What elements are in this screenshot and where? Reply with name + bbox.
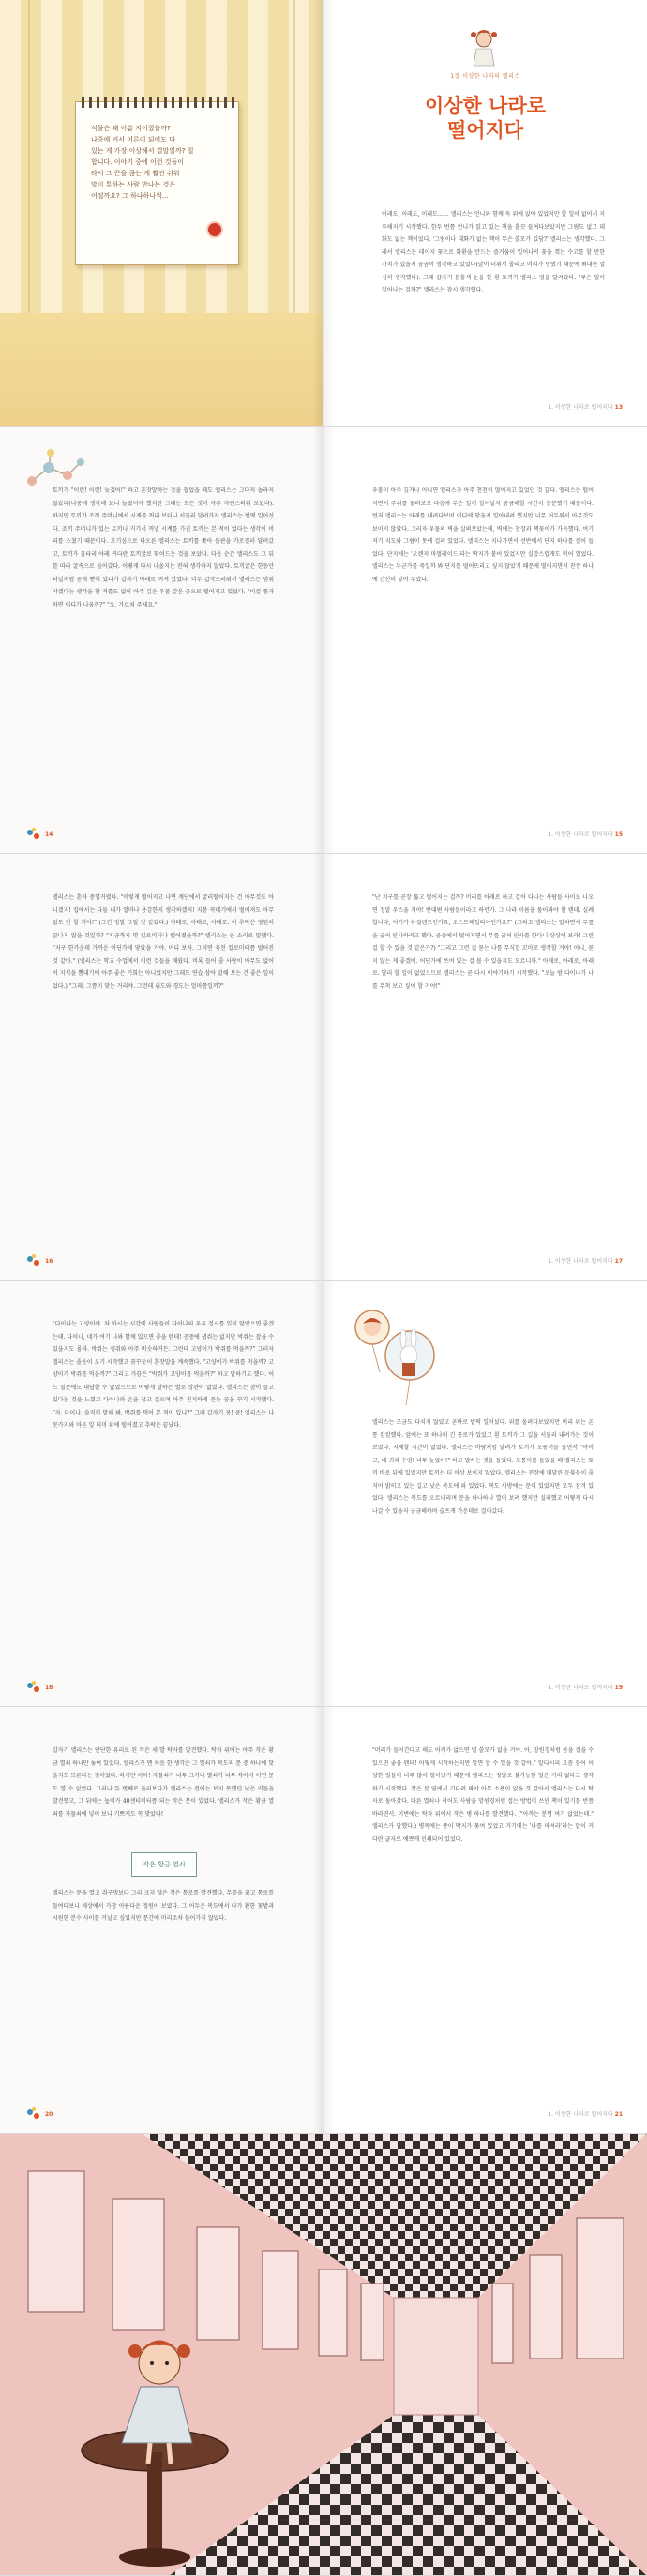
body-text: "다이나는 고양이야. 차 마시는 시간에 사람들이 다이나의 우유 접시를 잊지 않았으면 좋겠는데. 다이나, 네가 여기 나와 함께 있으면 좋을 텐데! 공중에 생쥐는 없지만 박쥐는 잡을 수 있을지도 몰라. 박쥐는 생쥐와 아주 비슷하거든. 그런데 고양이가 박쥐를 먹을까?" 그러자 앨리스는 졸음이 오기 시작했고 꿈꾸듯이 혼잣말을 계속했다. "고양이가 박쥐를 먹을까? 고양이가 박쥐를 먹을까?" 그리고 가끔은 "박쥐가 고양이를 먹을까?" 하고 말하기도 했다. 어느 질문에도 대답할 수 없었으므로 어떻게 말하든 별로 상관이 없었다. 앨리스는 잠이 들고 있다는 것을 느꼈고 다이나와 손을 잡고 걸으며 아주 진지하게 묻는 꿈을 꾸기 시작했다. "자, 다이나, 솔직히 말해 봐. 박쥐를 먹어 본 적이 있니?" 그때 갑자기 쿵! 쿵! 앨리스는 나뭇가지와 마른 잎 더미 위에 떨어졌고 추락은 끝났다. — [53, 1321, 274, 1429]
chapter-title — [324, 94, 647, 142]
book-gutter — [312, 0, 335, 426]
body-text: 앨리스는 문을 열고 쥐구멍보다 그리 크지 않은 작은 통로를 발견했다. 무릎을 꿇고 통로를 들여다보니 세상에서 가장 아름다운 정원이 보였다. 그 어두운 복도에서 나가 환한 꽃밭과 시원한 분수 사이를 거닐고 싶었지만 문간에 머리조차 들어가지 않았다. — [53, 1890, 274, 1922]
page-folio — [45, 2111, 53, 2118]
checkered-hallway-illustration — [0, 2134, 647, 2576]
folio-chapter: 1. 이상한 나라로 떨어지다 — [548, 404, 613, 411]
note-line: 합니다. 이야기 중에 이런 것들이 — [91, 158, 185, 166]
body-text: "머리가 들어간다고 해도 어깨가 없으면 별 쓸모가 없을 거야. 아, 망원경처럼 몸을 접을 수 있으면 좋을 텐데! 어떻게 시작하는지만 알면 할 수 있을 것 같아." 알다시피 요즘 들어 이상한 일들이 너무 많이 일어났기 때문에 앨리스는 정말로 불가능한 일은 거의 없다고 생각하기 시작했다. 작은 문 옆에서 기다려 봐야 아무 소용이 없을 것 같아서 앨리스는 다시 탁자로 돌아갔다. 다른 열쇠나 적어도 사람을 망원경처럼 접는 방법이 쓰인 책이 있기를 반쯤 바라면서. 이번에는 탁자 위에서 작은 병 하나를 발견했다. ("아까는 분명 여기 없었는데." 앨리스가 말했다.) 병목에는 종이 딱지가 묶여 있었고 거기에는 '나를 마셔라'라는 말이 커다란 글자로 예쁘게 인쇄되어 있었다. — [372, 1747, 594, 1843]
book-gutter — [312, 427, 335, 853]
left-page — [0, 854, 324, 1280]
room-floor-illustration — [0, 313, 324, 426]
left-page — [0, 427, 324, 853]
notebook-badge-icon — [206, 221, 223, 238]
right-page — [324, 1707, 647, 2133]
page-number: 19 — [614, 1685, 623, 1691]
page-number: 21 — [614, 2111, 623, 2118]
chapter-title-line-2: 떨어지다 — [446, 119, 524, 142]
page-number: 20 — [45, 2111, 53, 2118]
body-text: 앨리스는 혼자 중얼거렸다. "이렇게 떨어지고 나면 계단에서 굴러떨어지는 건 아무것도 아니겠지! 집에서는 다들 내가 얼마나 용감한지 생각하겠지! 지붕 꼭대기에서 떨어져도 아무 말도 안 할 거야!" (그건 정말 그럴 것 같았다.) 아래로, 아래로, 아래로. 이 추락은 영원히 끝나지 않을 것일까? "지금까지 몇 킬로미터나 떨어졌을까?" 앨리스는 큰 소리로 말했다. "지구 한가운데 가까운 어딘가에 닿았을 거야. 어디 보자. 그러면 육천 킬로미터쯤 떨어진 것 같아." (앨리스는 학교 수업에서 이런 것들을 배웠다. 비록 들어 줄 사람이 아무도 없어서 지식을 뽐내기에 아주 좋은 기회는 아니었지만 그래도 연습 삼아 말해 보는 건 좋은 일이었다.) "그래, 그쯤이 맞는 거리야. 그런데 위도와 경도는 얼마쯤일까?" — [53, 894, 274, 990]
caption-card: 작은 황금 열쇠 — [131, 1852, 197, 1877]
note-line: 어떨까요? 그 하나하나씩... — [91, 192, 169, 200]
body-text: 토끼가 "이런! 이런! 늦겠어!" 하고 혼잣말하는 것을 들었을 때도 앨리스는 그다지 놀라지 않았다(나중에 생각해 보니 놀랐어야 했지만 그때는 모든 것이 아주 자연스러워 보였다). 하지만 토끼가 조끼 주머니에서 시계를 꺼내 보더니 서둘러 달려가자 앨리스는 벌떡 일어섰다. 조끼 주머니가 있는 토끼나 거기서 꺼낼 시계를 가진 토끼는 본 적이 없다는 생각이 머리를 스쳤기 때문이다. 호기심으로 타오른 앨리스는 토끼를 쫓아 들판을 가로질러 달려갔고, 토끼가 울타리 아래 커다란 토끼굴로 뛰어드는 것을 보았다. 다음 순간 앨리스도 그 뒤를 따라 굴속으로 들어갔다. 어떻게 다시 나올지는 전혀 생각하지 않았다. 토끼굴은 한동안 터널처럼 곧게 뻗어 있다가 갑자기 아래로 꺼져 있었다. 너무 갑작스러워서 앨리스는 멈춰야겠다는 생각을 할 겨를도 없이 아주 깊은 우물 같은 곳으로 떨어지고 있었다. "이걸 통과하면 어디가 나올까?" "오, 가르쳐 주세요." — [53, 487, 274, 608]
note-line: 말이 통하는 사람 만나는 것은 — [91, 181, 176, 188]
right-page — [324, 427, 647, 853]
book-gutter — [312, 1281, 335, 1706]
spread-6-illustration — [0, 2134, 647, 2576]
note-line: 라서 그 끈을 끊는 게 훨씬 쉬워 — [91, 170, 180, 177]
left-page — [0, 1281, 324, 1706]
page-folio — [45, 831, 53, 838]
note-line: 나중에 커서 어른이 되어도 다 — [91, 136, 176, 143]
page-folio — [548, 2109, 623, 2118]
folio-chapter: 1. 이상한 나라로 떨어지다 — [548, 2111, 613, 2118]
body-text: 앨리스는 조금도 다치지 않았고 곧바로 벌떡 일어섰다. 위를 올려다보았지만 머리 위는 온통 캄캄했다. 앞에는 또 하나의 긴 통로가 있었고 흰 토끼가 그 길을 서둘러 내려가는 것이 보였다. 지체할 시간이 없었다. 앨리스는 바람처럼 달려가 토끼가 모퉁이를 돌면서 "아이고, 내 귀와 수염! 너무 늦었어!" 하고 말하는 것을 들었다. 모퉁이를 돌았을 때 앨리스는 토끼 바로 뒤에 있었지만 토끼는 더 이상 보이지 않았다. 앨리스는 천장에 매달린 등불들이 줄지어 밝히고 있는 길고 낮은 복도에 와 있었다. 복도 사방에는 문이 있었지만 모두 잠겨 있었다. 앨리스는 복도를 오르내리며 문을 하나하나 열어 보려 했지만 실패했고 어떻게 다시 나갈 수 있을지 궁금해하며 슬프게 가운데로 걸어갔다. — [372, 1419, 594, 1515]
left-page — [0, 1707, 324, 2133]
folio-character-icon — [24, 2106, 43, 2121]
page-folio — [548, 1256, 623, 1265]
page-folio — [548, 1683, 623, 1691]
body-text: 갑자기 앨리스는 단단한 유리로 된 작은 세 발 탁자를 발견했다. 탁자 위에는 아주 작은 황금 열쇠 하나만 놓여 있었다. 앨리스가 맨 처음 한 생각은 그 열쇠가 복도의 문 중 하나에 맞을지도 모른다는 것이었다. 하지만 아아! 자물쇠가 너무 크거나 열쇠가 너무 작아서 어떤 문도 열 수 없었다. 그러나 두 번째로 둘러보다가 앨리스는 전에는 보지 못했던 낮은 커튼을 발견했고, 그 뒤에는 높이가 40센티미터쯤 되는 작은 문이 있었다. 앨리스가 작은 황금 열쇠를 자물쇠에 넣어 보니 기쁘게도 꼭 맞았다! — [53, 1747, 274, 1818]
spread-5 — [0, 1707, 647, 2134]
portrait-illustration — [352, 1307, 445, 1410]
page-folio — [45, 1258, 53, 1265]
body-text: 우물이 아주 깊거나 아니면 앨리스가 아주 천천히 떨어지고 있었던 것 같다. 앨리스는 떨어지면서 주위를 둘러보고 다음에 무슨 일이 일어날지 궁금해할 시간이 충분했기 때문이다. 먼저 앨리스는 아래를 내려다보며 어디에 닿을지 알아내려 했지만 너무 어두워서 아무것도 보이지 않았다. 그러자 우물의 벽을 살펴보았는데, 벽에는 찬장과 책꽂이가 가득했다. 여기저기 지도와 그림이 못에 걸려 있었다. 앨리스는 지나가면서 선반에서 단지 하나를 집어 들었다. 단지에는 '오렌지 마멀레이드'라는 딱지가 붙어 있었지만 실망스럽게도 비어 있었다. 앨리스는 누군가를 죽일까 봐 단지를 떨어뜨리고 싶지 않았기 때문에 떨어지면서 찬장 하나에 간신히 넣어 두었다. — [372, 487, 594, 583]
folio-chapter: 1. 이상한 나라로 떨어지다 — [548, 831, 613, 838]
chapter-opening-page — [324, 0, 647, 426]
girl-portrait-icon — [355, 1310, 389, 1372]
folio-chapter: 1. 이상한 나라로 떨어지다 — [548, 1685, 613, 1691]
chapter-label: 1장 이상한 나라의 앨리스 — [450, 73, 520, 80]
page-number: 15 — [614, 831, 623, 838]
folio-character-icon — [24, 1253, 43, 1268]
page-number: 17 — [614, 1258, 623, 1265]
page-number: 18 — [45, 1685, 53, 1691]
right-page — [324, 854, 647, 1280]
folio-character-icon — [24, 1680, 43, 1695]
spread-3 — [0, 854, 647, 1281]
body-text: "난 지구를 곧장 뚫고 떨어지는 걸까? 머리를 아래로 하고 걸어 다니는 사람들 사이로 나오면 정말 우스울 거야! 반대편 사람들이라고 하던가. 그 나라 이름을 물어봐야 할 텐데. 실례합니다, 여기가 뉴질랜드인가요, 오스트레일리아인가요?" (그리고 앨리스는 말하면서 무릎을 굽혀 인사하려고 했다. 공중에서 떨어지면서 무릎 굽혀 인사를 한다니 상상해 보라! 그런 걸 할 수 있을 것 같은가?) "그리고 그런 걸 묻는 나를 무식한 꼬마로 생각할 거야! 아니, 묻지 않는 게 좋겠어. 어딘가에 쓰여 있는 걸 볼 수 있을지도 모르니까." 아래로, 아래로, 아래로. 달리 할 일이 없었으므로 앨리스는 곧 다시 이야기하기 시작했다. "오늘 밤 다이나가 나를 무척 보고 싶어 할 거야!" — [372, 894, 594, 990]
page-folio — [45, 1685, 53, 1691]
notebook-rings-icon — [82, 97, 236, 108]
spiral-notebook-note — [75, 101, 239, 265]
illustrated-page-yellow-room — [0, 0, 324, 426]
spread-1 — [0, 0, 647, 427]
note-line: 식물은 왜 이름 지어졌을까? — [91, 125, 171, 132]
page-folio — [548, 402, 623, 411]
body-text: 이래도, 이래도, 이래도…… 앨리스는 언니와 함께 둑 위에 앉아 있었지만 할 일이 없어서 지루해지기 시작했다. 한두 번쯤 언니가 읽고 있는 책을 흘끗 들여다보았지만 그림도 없고 대화도 없는 책이었다. '그림이나 대화가 없는 책이 무슨 쓸모가 있담?' 앨리스는 생각했다. 그래서 앨리스는 데이지 꽃으로 화환을 만드는 즐거움이 일어나서 꽃을 꺾는 수고를 할 만한 가치가 있을지 곰곰이 생각하고 있었다(날이 더워서 졸리고 머리가 멍했기 때문에 최대한 열심히 생각했다). 그때 갑자기 분홍색 눈을 한 흰 토끼가 앨리스 옆을 달려갔다. "무슨 일이 일어나는 걸까?" 앨리스는 잠시 생각했다. — [382, 211, 605, 293]
spread-2 — [0, 427, 647, 854]
rabbit-portrait-icon — [385, 1329, 434, 1405]
folio-chapter: 1. 이상한 나라로 떨어지다 — [548, 1258, 613, 1265]
page-number: 13 — [614, 404, 623, 411]
book-gutter — [312, 854, 335, 1280]
chapter-title-line-1: 이상한 나라로 — [424, 95, 547, 117]
note-line: 있는 게 가장 이상해서 결말일까? 질 — [91, 147, 194, 155]
page-number: 16 — [45, 1258, 53, 1265]
folio-character-icon — [24, 827, 43, 842]
spread-4 — [0, 1281, 647, 1707]
right-page — [324, 1281, 647, 1706]
body-text-intro — [464, 1318, 595, 1407]
page-number: 14 — [45, 831, 53, 838]
book-gutter — [312, 1707, 335, 2133]
page-folio — [548, 830, 623, 838]
girl-character-icon — [465, 26, 503, 67]
